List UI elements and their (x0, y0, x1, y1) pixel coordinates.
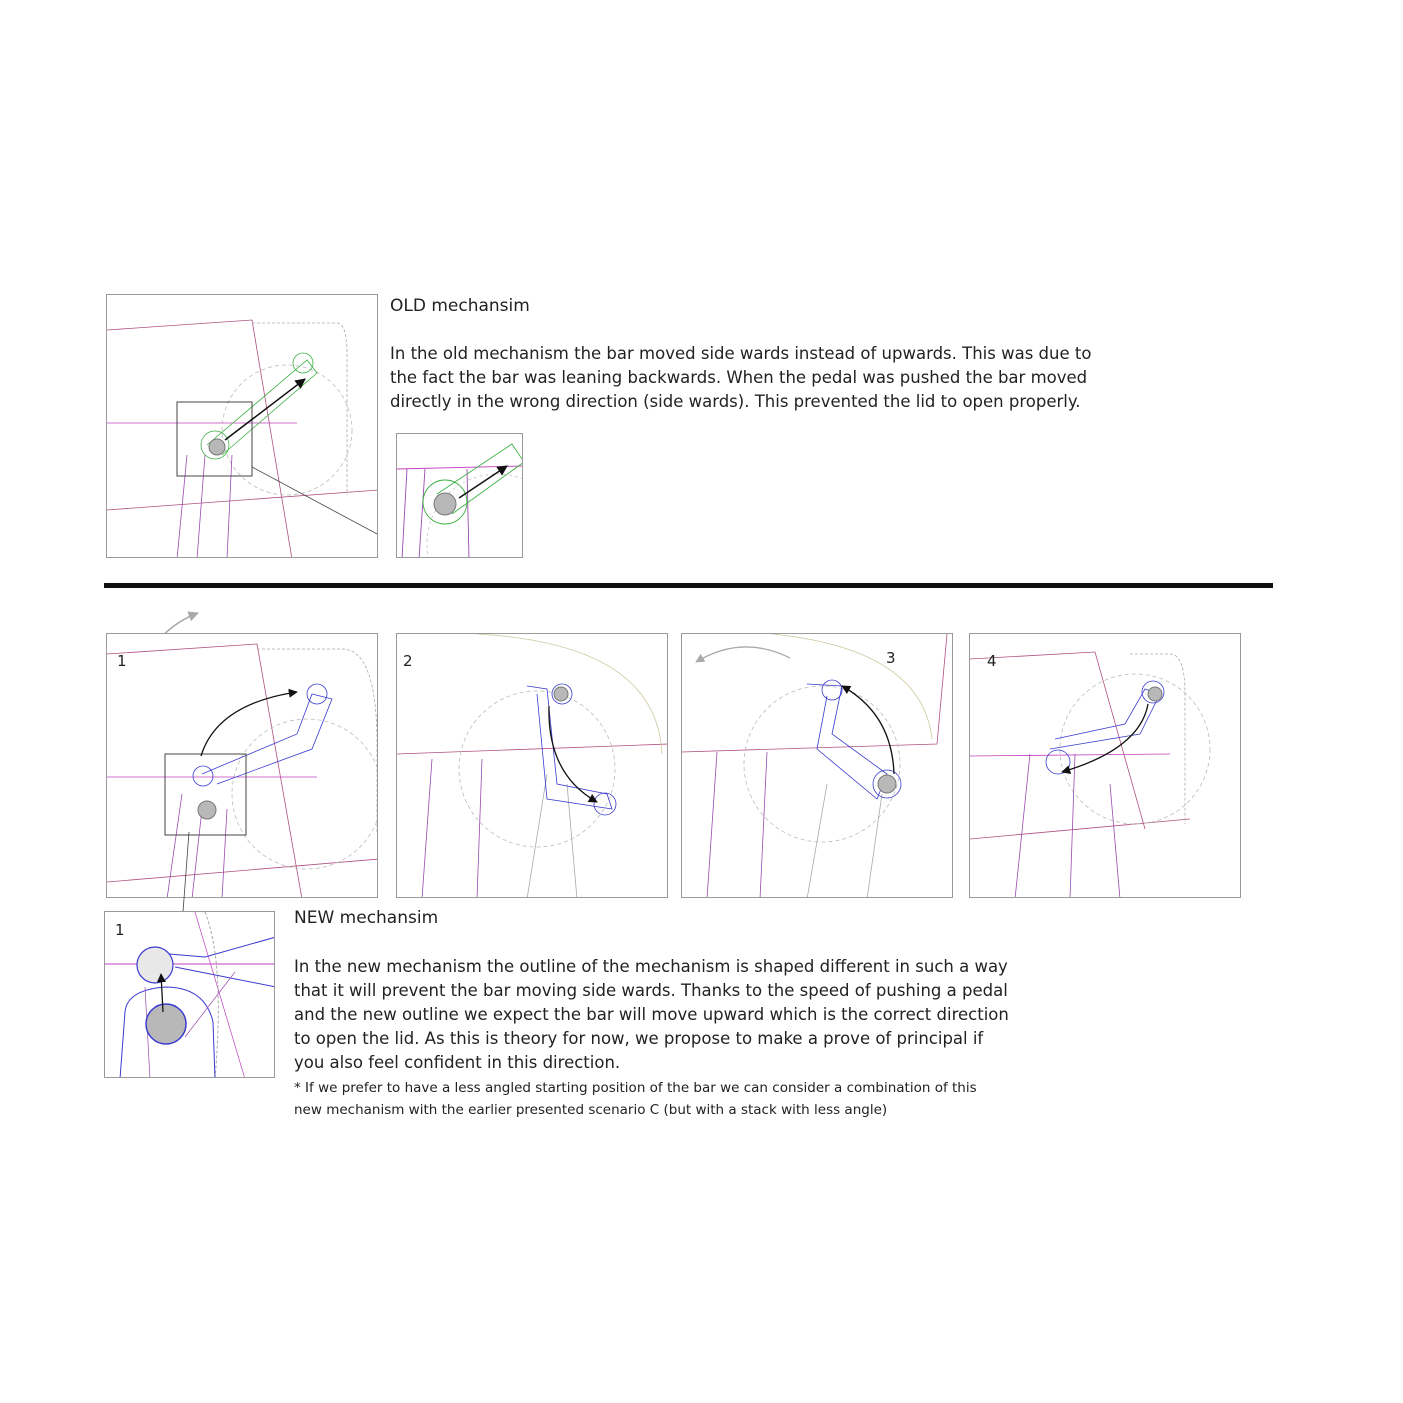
step-number: 2 (403, 652, 413, 670)
old-title: OLD mechansim (390, 296, 530, 316)
pivot-icon (198, 801, 216, 819)
step-panel-1 (106, 633, 378, 898)
new-footnote: * If we prefer to have a less angled starting position of the bar we can consider a combination of this new mechanism with the earlier presented scenario C (but with a stack with less angle) (294, 1080, 977, 1118)
pivot-icon (878, 775, 896, 793)
pivot-icon (137, 947, 173, 983)
pivot-icon (434, 493, 456, 515)
old-description: In the old mechanism the bar moved side wards instead of upwards. This was due to the fact the bar was leaning backwards. When the pedal was pushed the bar moved directly in the wrong direction (side wards). This prevented the lid to open properly. (390, 344, 1092, 411)
pivot-icon (554, 687, 568, 701)
step-1-svg (107, 634, 378, 898)
arrow-icon (459, 466, 507, 498)
step-number: 4 (987, 652, 997, 670)
step-panel-3 (681, 633, 953, 898)
detail-svg (105, 912, 275, 1078)
step-4-svg (970, 634, 1241, 898)
rotation-arrow-icon (696, 647, 790, 662)
step-panel-4 (969, 633, 1241, 898)
detail-panel-1 (104, 911, 275, 1078)
step-2-svg (397, 634, 668, 898)
detail-number: 1 (115, 921, 125, 939)
old-mechanism-svg (107, 295, 378, 558)
section-divider (104, 583, 1273, 588)
arrow-icon (225, 379, 305, 440)
zoom-connector (175, 832, 205, 922)
old-mechanism-drawing (106, 294, 378, 558)
old-zoom-svg (397, 434, 523, 558)
step-number: 1 (117, 652, 127, 670)
step-3-svg (682, 634, 953, 898)
pivot-icon (209, 439, 225, 455)
arrow-icon (842, 686, 894, 774)
new-description: In the new mechanism the outline of the mechanism is shaped different in such a way that it will prevent the bar moving side wards. Thanks to the speed of pushing a pedal and the new outline we expect the bar will move upward which is the correct direction to open the lid. As this is theory for now, we propose to make a prove of principal if you also feel confident in this direction. (294, 957, 1009, 1072)
new-title: NEW mechansim (294, 908, 439, 928)
step-number: 3 (886, 649, 896, 667)
pivot-icon (1148, 687, 1162, 701)
step-panel-2 (396, 633, 668, 898)
pivot-icon (146, 1004, 186, 1044)
old-mechanism-zoom (396, 433, 523, 558)
arrow-icon (201, 692, 297, 756)
